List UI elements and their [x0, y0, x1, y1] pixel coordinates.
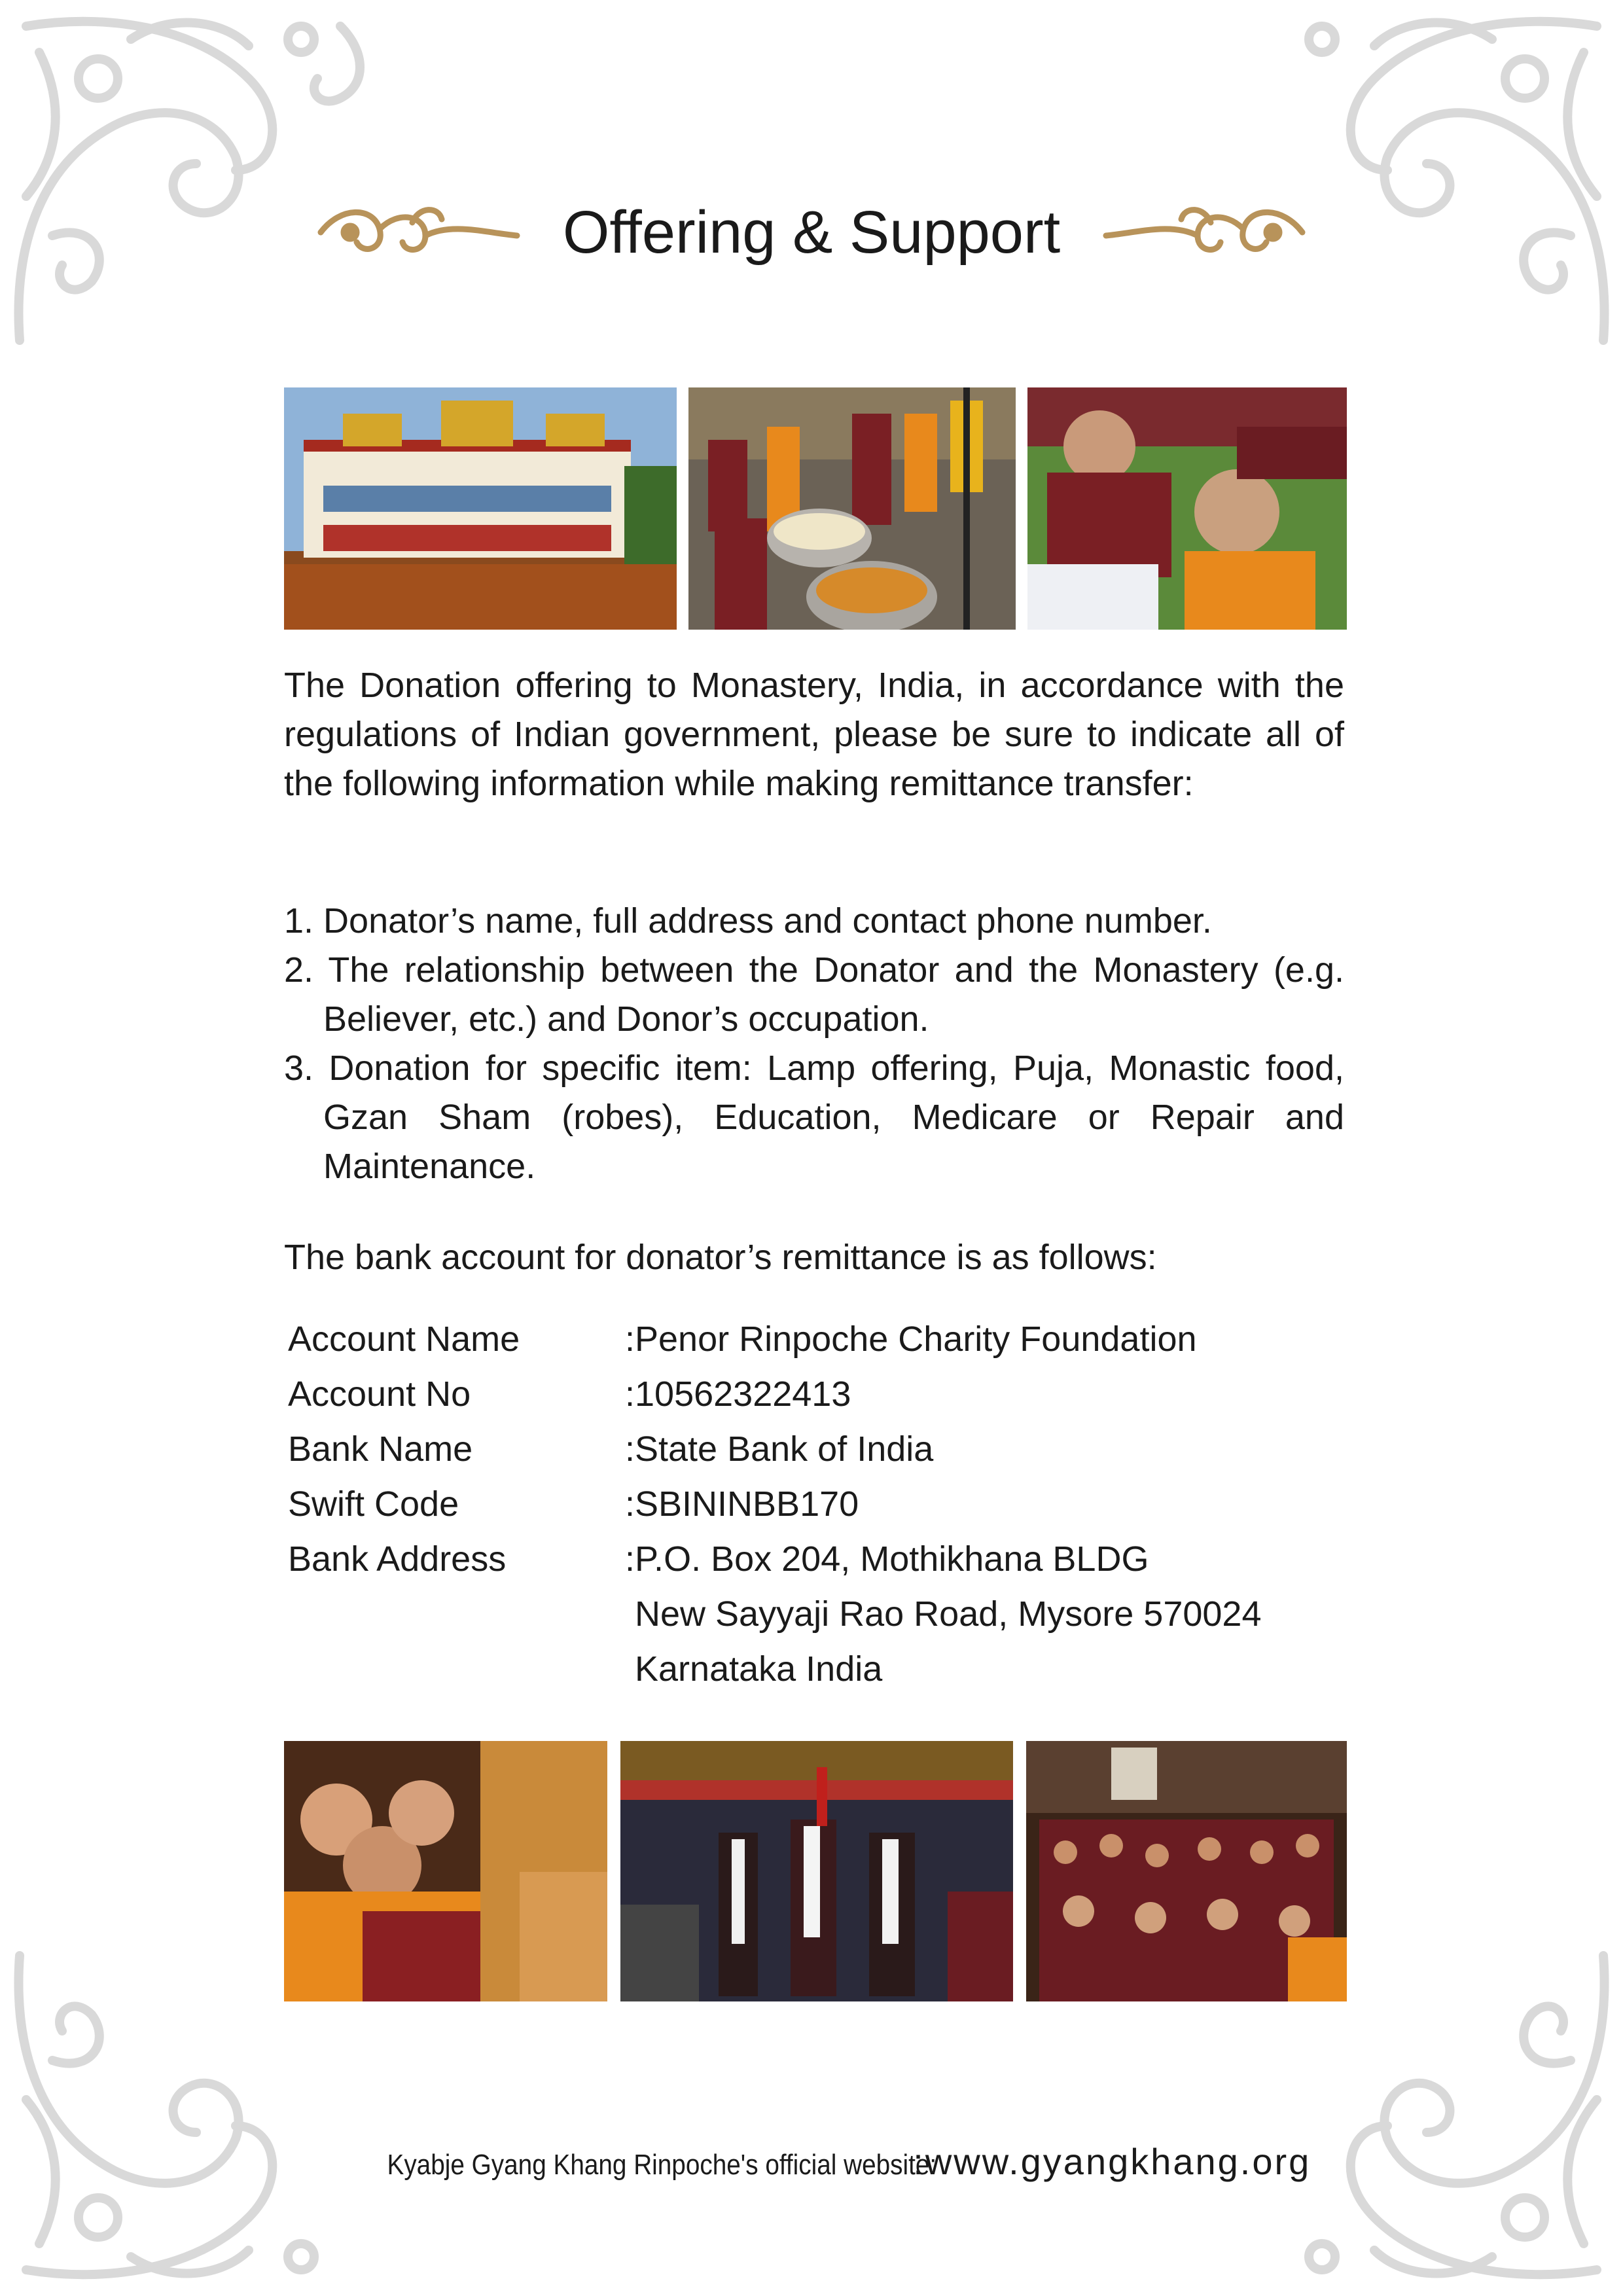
table-row: [288, 1532, 1262, 1696]
intro-paragraph: [284, 661, 1344, 808]
title-row: [0, 190, 1623, 275]
bank-address-label: Bank Address: [288, 1539, 507, 1579]
top-photo-row: [284, 387, 1347, 630]
list-item: 3. Donation for specific item: Lamp offering, Puja, Monastic food, Gzan Sham (robes), Education, Medicare or Repair and Maintenance.: [284, 1049, 1344, 1186]
bank-lead-text: The bank account for donator’s remittance is as follows:: [284, 1238, 1157, 1277]
bank-address-line-3: Karnataka India: [635, 1649, 883, 1689]
footer: [0, 2140, 1623, 2183]
account-name-value: :Penor Rinpoche Charity Foundation: [625, 1319, 1197, 1359]
intro-text: The Donation offering to Monastery, India, in accordance with the regulations of Indian government, please be sure to indicate all of the following information while making remittance transfer:: [284, 666, 1344, 803]
ceremony-procession-photo: [620, 1741, 1013, 2001]
account-name-label: Account Name: [288, 1319, 520, 1359]
table-row: [288, 1367, 1262, 1422]
monks-praying-photo: [284, 1741, 607, 2001]
bank-name-label: Bank Name: [288, 1429, 473, 1469]
account-no-label: Account No: [288, 1374, 471, 1414]
corner-ornament-top-left: [0, 0, 393, 367]
table-row: [288, 1422, 1262, 1477]
swift-code-value: :SBININBB170: [625, 1484, 859, 1524]
bank-address-line-2: New Sayyaji Rao Road, Mysore 570024: [635, 1594, 1262, 1634]
monks-assembly-hall-photo: [1026, 1741, 1347, 2001]
website-link[interactable]: :www.gyangkhang.org: [913, 2141, 1311, 2182]
bank-address-line-1: :P.O. Box 204, Mothikhana BLDG: [625, 1539, 1149, 1579]
bank-address-value: [625, 1532, 1262, 1696]
account-no-value: :10562322413: [625, 1374, 851, 1414]
swift-code-label: Swift Code: [288, 1484, 459, 1524]
requirements-list: [284, 897, 1344, 1191]
page-title: Offering & Support: [562, 199, 1061, 266]
monastery-building-photo: [284, 387, 677, 630]
footer-label: Kyabje Gyang Khang Rinpoche's official website:: [387, 2149, 936, 2181]
young-monks-studying-photo: [1027, 387, 1347, 630]
gold-cloud-ornament-icon: [1099, 196, 1309, 268]
bank-details-table: [288, 1312, 1262, 1696]
corner-ornament-top-right: [1230, 0, 1623, 367]
list-item: 2. The relationship between the Donator and the Monastery (e.g. Believer, etc.) and Donor’s occupation.: [284, 950, 1344, 1039]
monks-serving-food-photo: [688, 387, 1016, 630]
bottom-photo-row: [284, 1741, 1347, 2001]
list-item: 1. Donator’s name, full address and contact phone number.: [284, 901, 1212, 941]
bank-name-value: :State Bank of India: [625, 1429, 934, 1469]
table-row: [288, 1477, 1262, 1532]
table-row: [288, 1312, 1262, 1367]
